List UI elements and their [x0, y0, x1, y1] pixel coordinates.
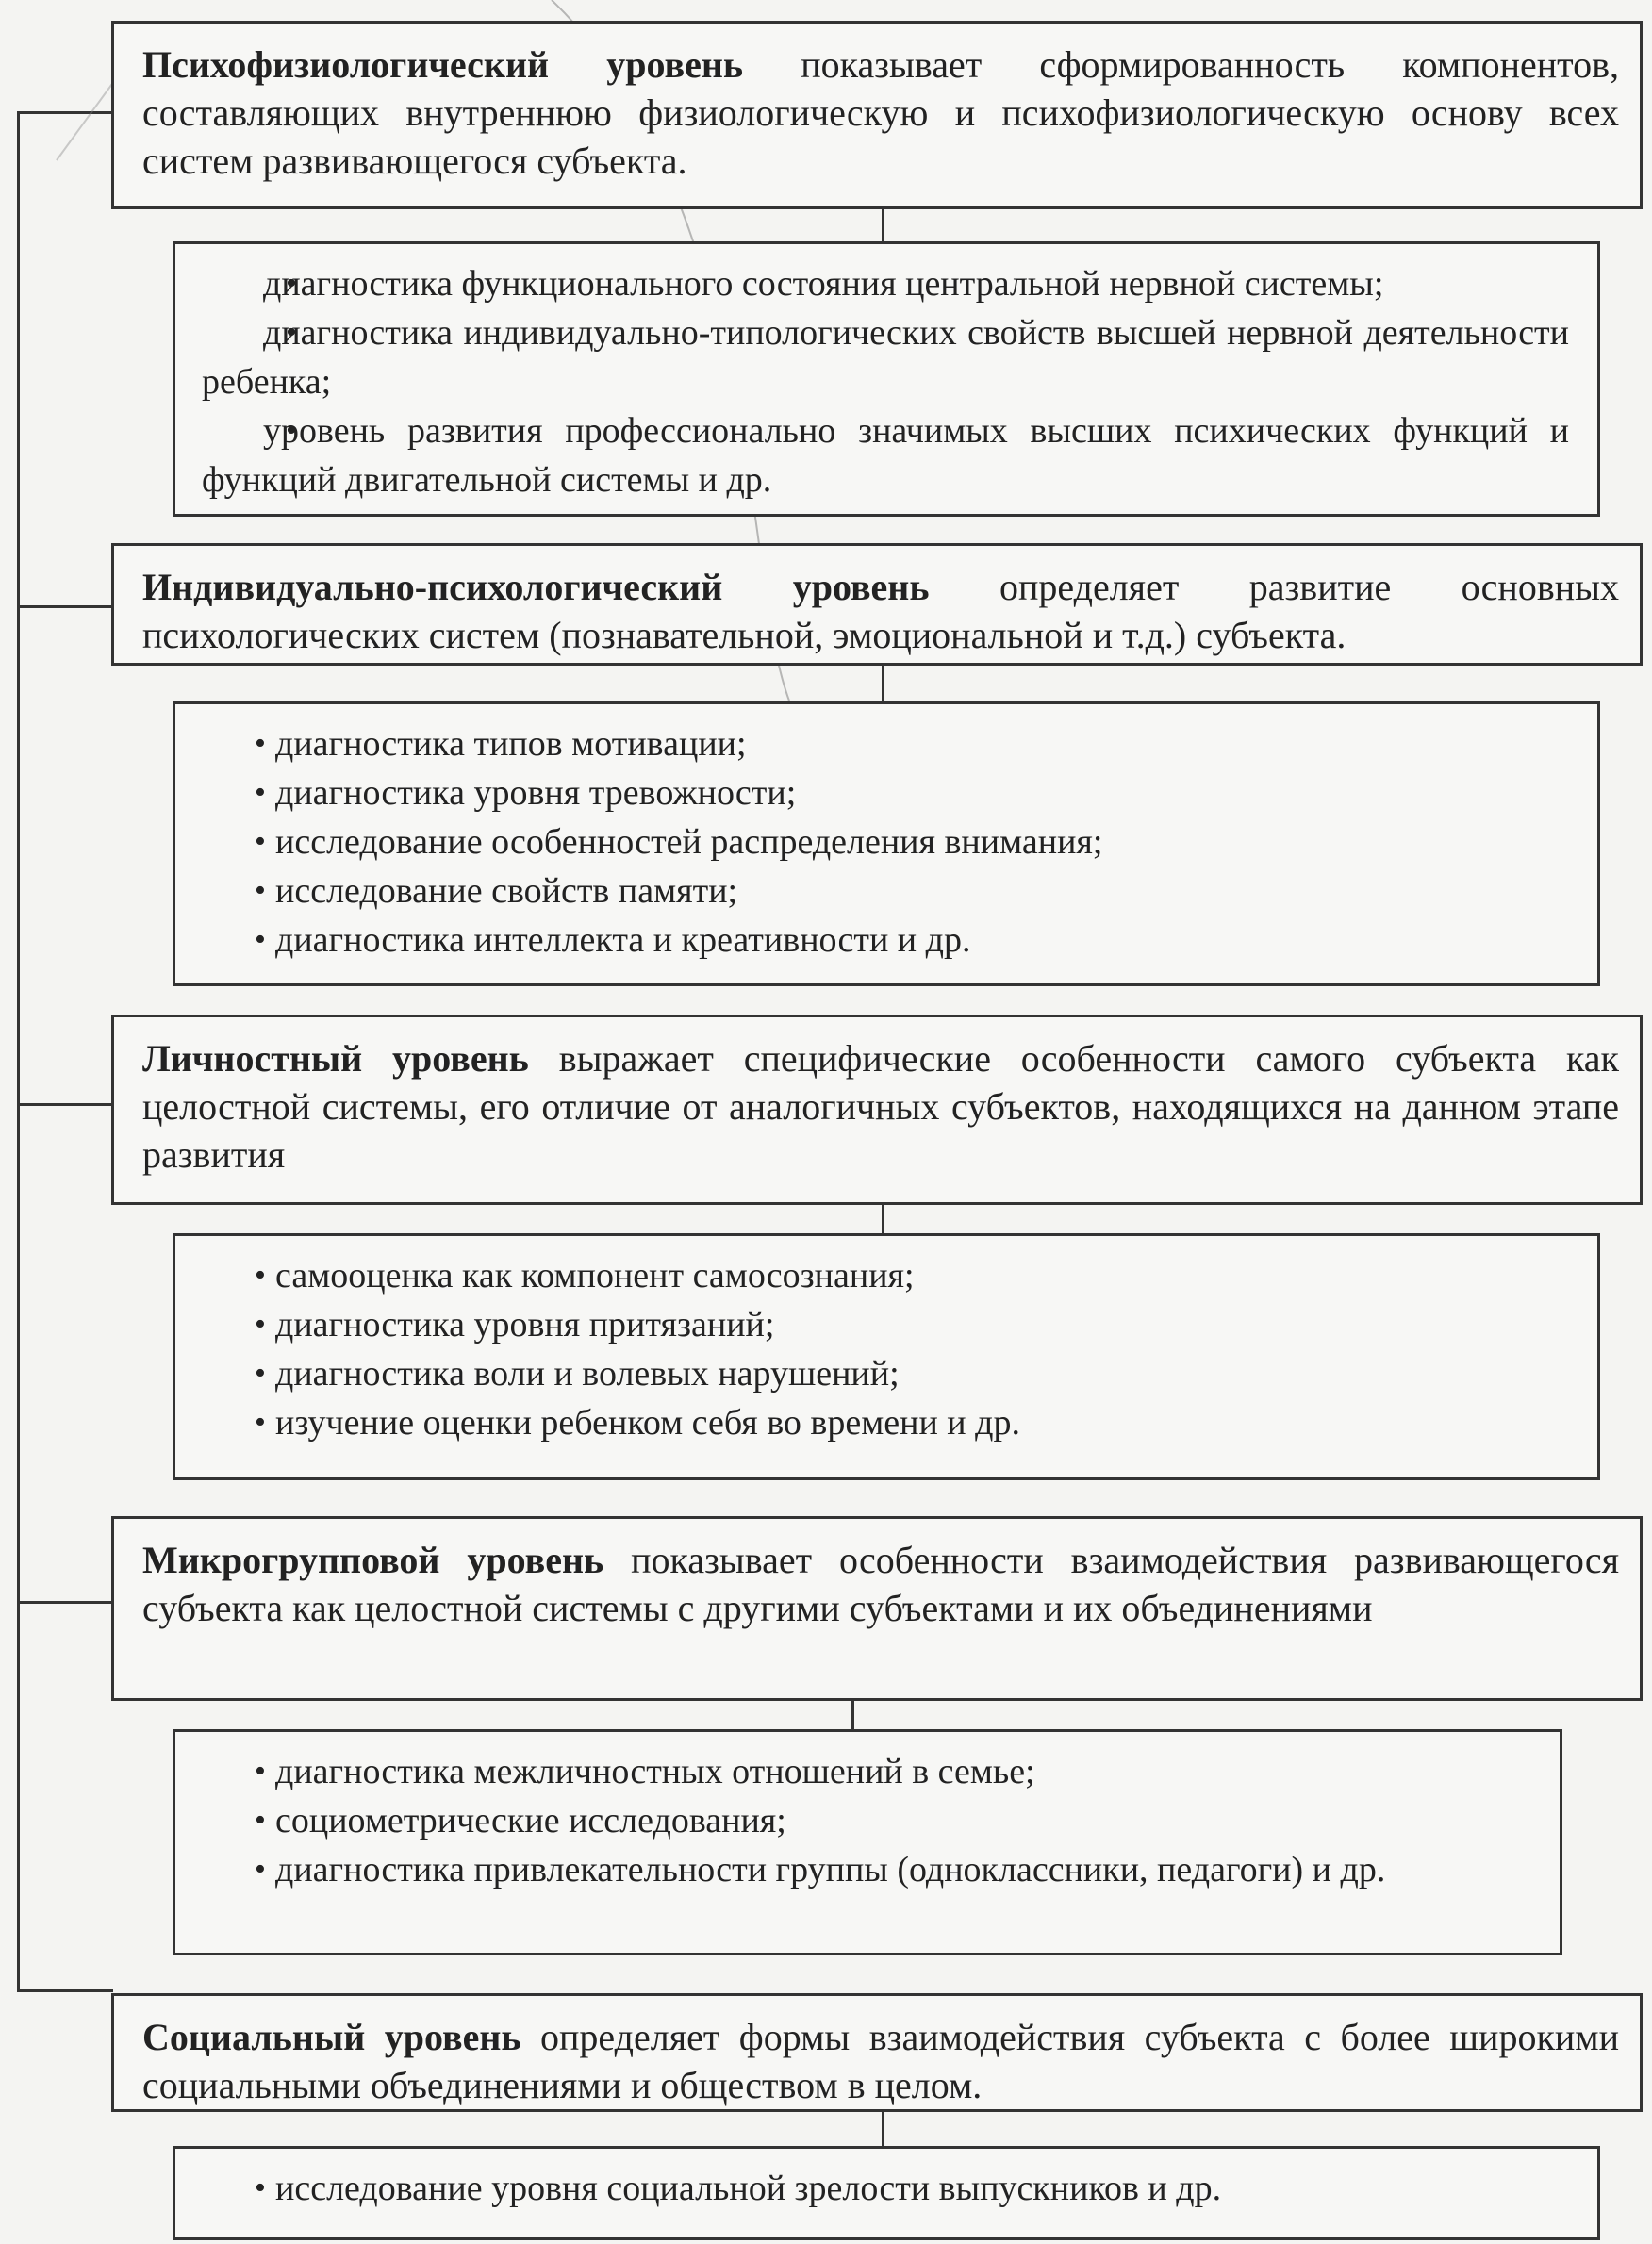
list-item: • диагностика уровня притязаний; [202, 1300, 1569, 1349]
level-box-social [111, 1993, 1643, 2112]
list-item: • диагностика межличностных отношений в семье; [202, 1747, 1531, 1796]
list-item: • диагностика интеллекта и креативности и др. [202, 916, 1569, 965]
list-item: • диагностика индивидуально-типологических свойств высшей нервной деятельности ребенка; [202, 308, 1569, 406]
branch-connector [17, 1103, 113, 1106]
diagnostics-list [202, 259, 1569, 504]
list-item: • исследование свойств памяти; [202, 866, 1569, 916]
level-title: Психофизиологический уровень [142, 43, 744, 86]
list-item: • изучение оценки ребенком себя во времени и др. [202, 1398, 1569, 1447]
level-title: Личностный уровень [142, 1037, 529, 1080]
list-item: • исследование уровня социальной зрелости выпускников и др. [202, 2164, 1569, 2213]
level-description: определяет формы взаимодействия субъекта с более широкими социальными объединениями и обществом в целом. [142, 2016, 1619, 2106]
vertical-link [882, 2110, 884, 2148]
list-item: • диагностика функционального состояния центральной нервной системы; [202, 259, 1569, 308]
level-title: Микрогрупповой уровень [142, 1539, 604, 1581]
level-title: Индивидуально-психологический уровень [142, 566, 930, 608]
items-box-social [173, 2146, 1600, 2240]
list-item: • диагностика привлекательности группы (одноклассники, педагоги) и др. [202, 1845, 1531, 1894]
branch-connector [17, 605, 113, 608]
branch-connector [17, 111, 113, 114]
level-box-individual-psychological [111, 543, 1643, 666]
diagnostics-list [202, 1251, 1569, 1447]
diagnostics-list [202, 719, 1569, 965]
list-item: • исследование особенностей распределения внимания; [202, 817, 1569, 866]
branch-connector [17, 1989, 113, 1992]
diagram-spine [17, 111, 20, 1992]
list-item: • диагностика типов мотивации; [202, 719, 1569, 768]
level-description: показывает особенности взаимодействия развивающегося субъекта как целостной системы с другими субъектами и их объединениями [142, 1539, 1619, 1629]
items-box-psychophysiological [173, 241, 1600, 517]
level-title: Социальный уровень [142, 2016, 521, 2058]
list-item: • диагностика уровня тревожности; [202, 768, 1569, 817]
level-description: определяет развитие основных психологических систем (познавательной, эмоциональной и т.д.) субъекта. [142, 566, 1620, 656]
level-box-psychophysiological [111, 21, 1643, 209]
items-box-personal [173, 1233, 1600, 1480]
items-box-individual-psychological [173, 701, 1600, 986]
diagnostics-list [202, 2164, 1569, 2213]
level-description: выражает специфические особенности самого субъекта как целостной системы, его отличие от аналогичных субъектов, находящихся на данном этапе развития [142, 1037, 1619, 1176]
branch-connector [17, 1601, 113, 1604]
level-description: показывает сформированность компонентов, составляющих внутреннюю физиологическую и психофизиологическую основу всех систем развивающегося субъекта. [142, 43, 1619, 182]
list-item: • социометрические исследования; [202, 1796, 1531, 1845]
items-box-microgroup [173, 1729, 1562, 1955]
vertical-link [882, 1203, 884, 1235]
vertical-link [851, 1699, 854, 1731]
diagnostics-list [202, 1747, 1531, 1894]
level-box-microgroup [111, 1516, 1643, 1701]
vertical-link [882, 664, 884, 703]
list-item: • самооценка как компонент самосознания; [202, 1251, 1569, 1300]
level-box-personal [111, 1015, 1643, 1205]
vertical-link [882, 207, 884, 243]
list-item: • уровень развития профессионально значимых высших психических функций и функций двигательной системы и др. [202, 406, 1569, 504]
list-item: • диагностика воли и волевых нарушений; [202, 1349, 1569, 1398]
